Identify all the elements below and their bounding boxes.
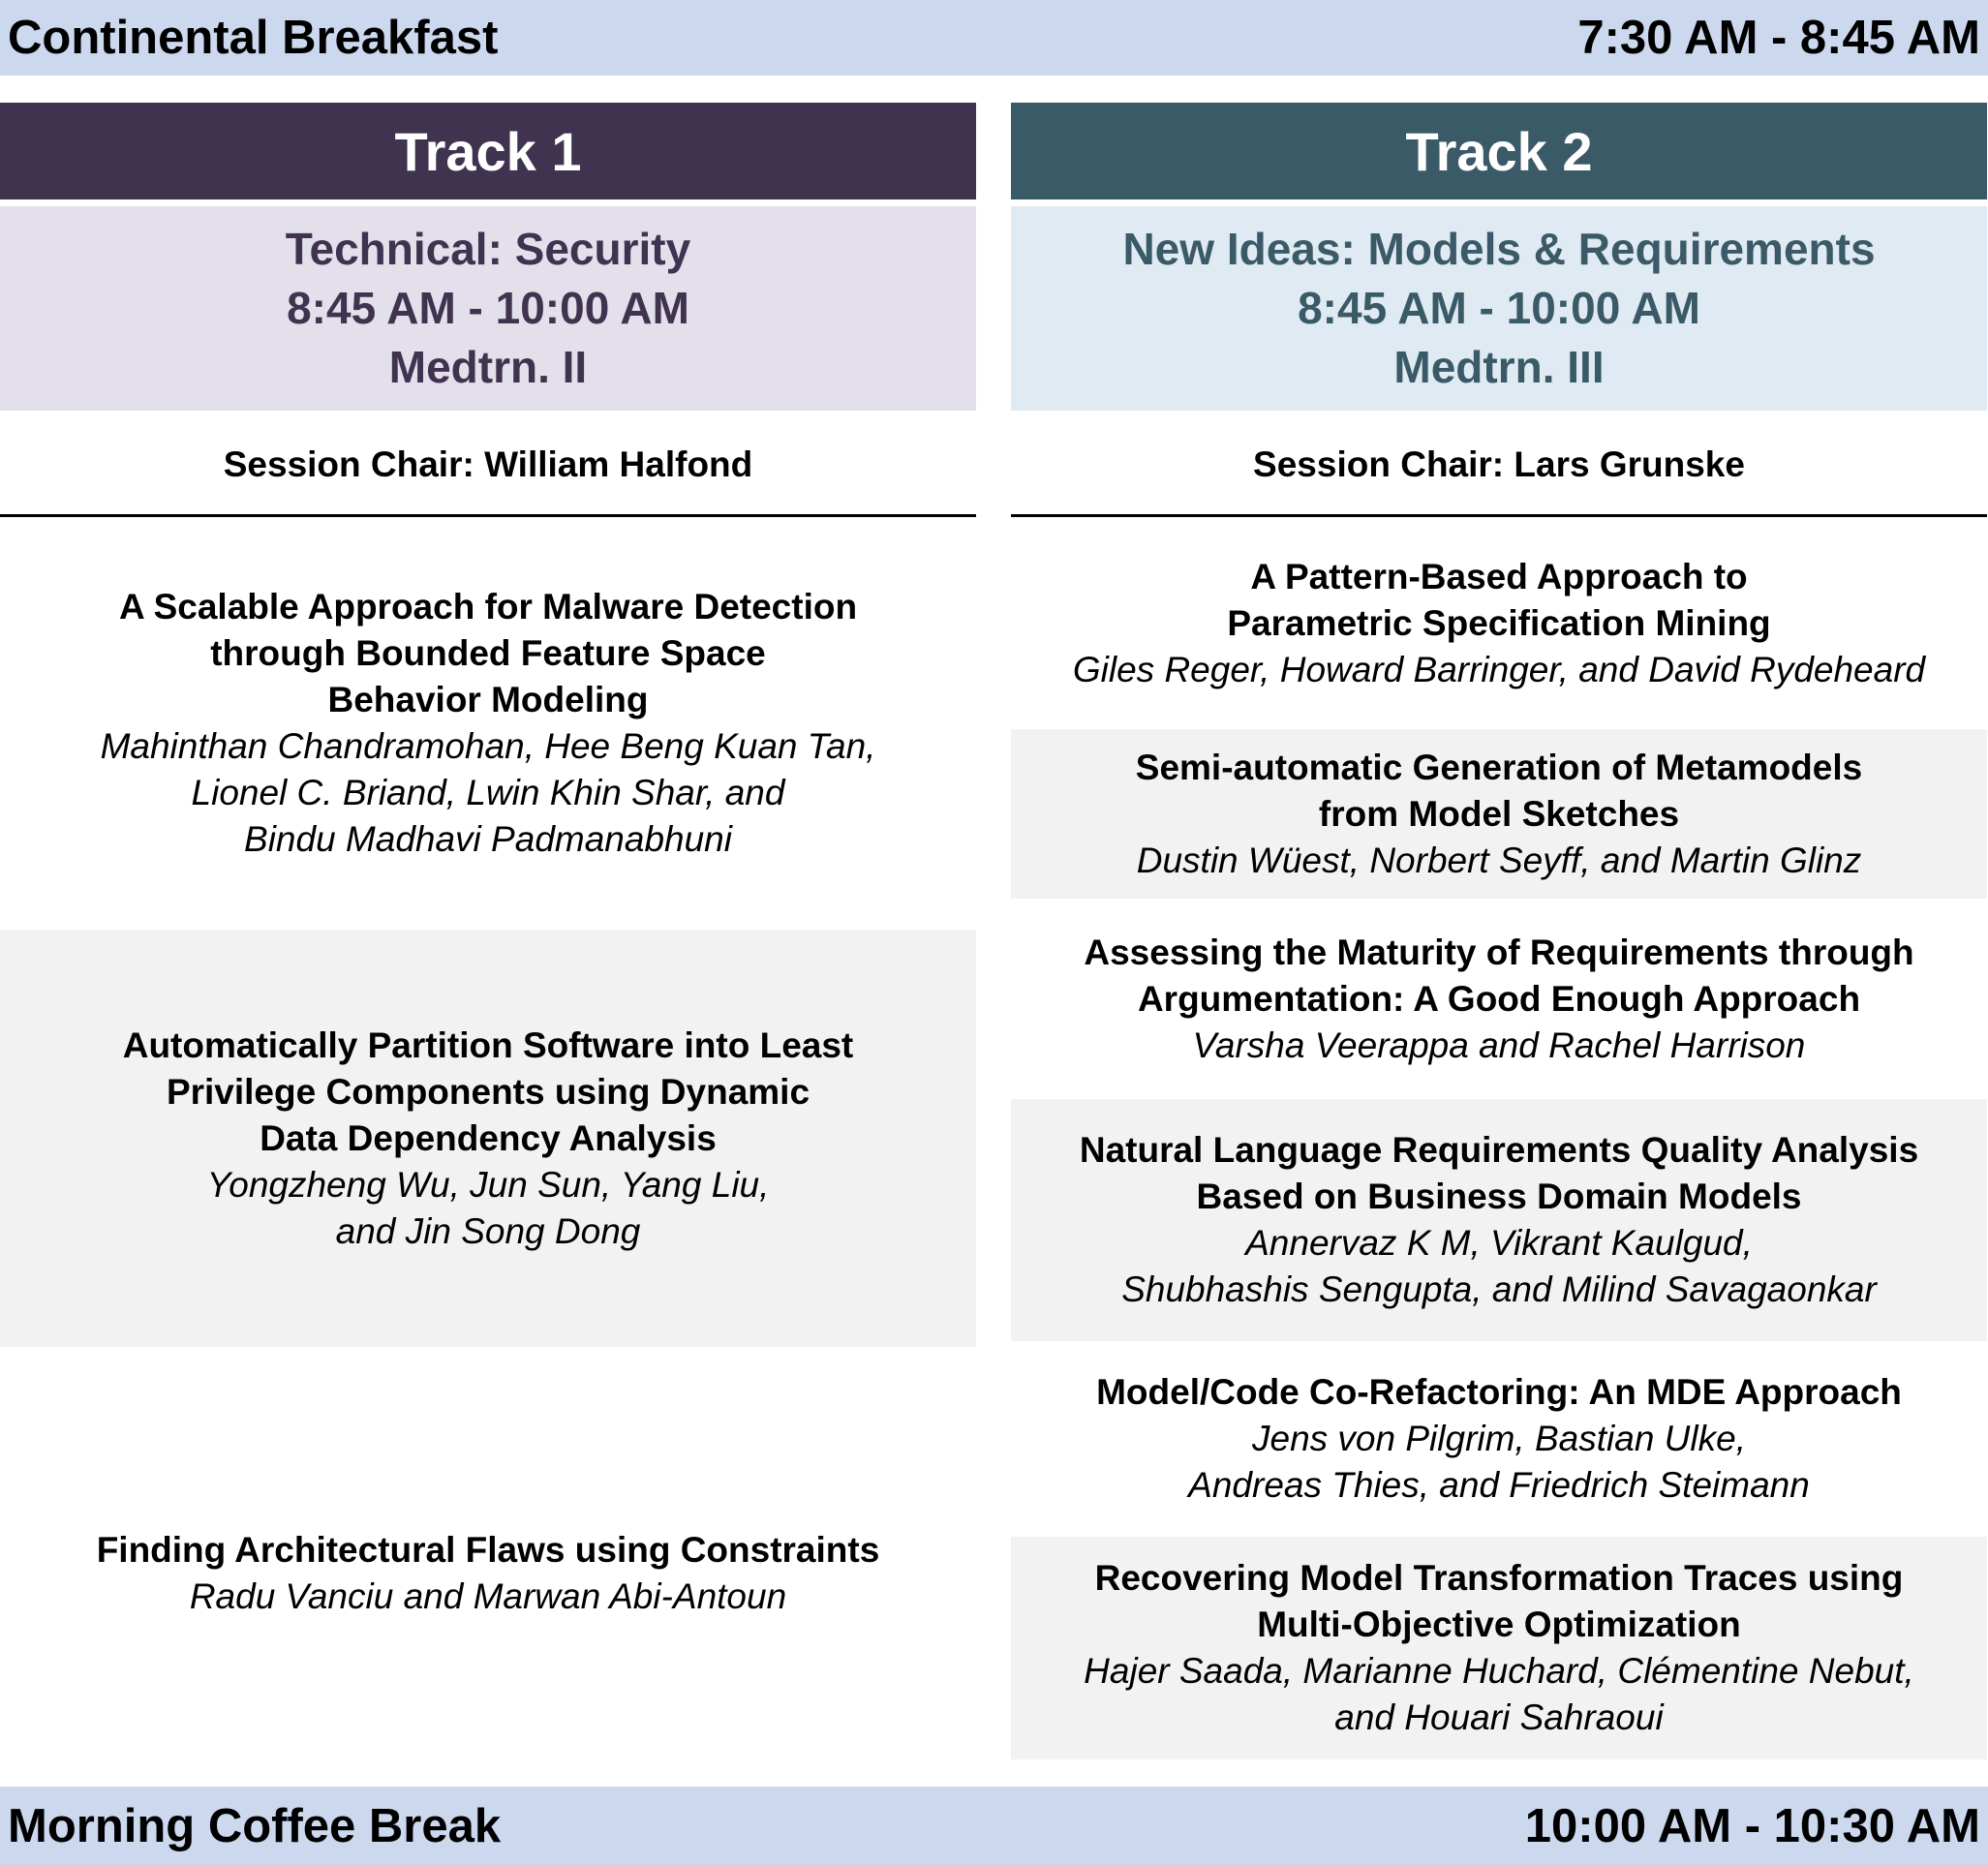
paper-authors: Radu Vanciu and Marwan Abi-Antoun [189, 1576, 787, 1616]
paper-title: A Pattern-Based Approach to Parametric Specification Mining [1227, 556, 1771, 643]
track-1-column [0, 103, 976, 1800]
session-name: New Ideas: Models & Requirements [1122, 224, 1876, 274]
paper-list [1011, 517, 1987, 1759]
coffee-break-time: 10:00 AM - 10:30 AM [1524, 1799, 1980, 1852]
breakfast-band [0, 0, 1988, 76]
paper-entry [1011, 729, 1987, 899]
session-chair: Session Chair: William Halfond [0, 411, 976, 517]
paper-entry [1011, 899, 1987, 1099]
paper-entry [0, 1347, 976, 1800]
breakfast-label: Continental Breakfast [8, 12, 499, 64]
paper-entry [1011, 1537, 1987, 1759]
paper-authors: Jens von Pilgrim, Bastian Ulke, Andreas Thies, and Friedrich Steimann [1188, 1419, 1810, 1505]
paper-entry [0, 517, 976, 930]
session-room: Medtrn. II [388, 342, 588, 392]
paper-title: A Scalable Approach for Malware Detection through Bounded Feature Space Behavior Modeling [118, 587, 858, 719]
paper-authors: Annervaz K M, Vikrant Kaulgud, Shubhashis Sengupta, and Milind Savagaonkar [1121, 1223, 1877, 1309]
paper-authors: Giles Reger, Howard Barringer, and David Rydeheard [1072, 649, 1926, 689]
track-1-session-info [0, 206, 976, 411]
paper-title: Assessing the Maturity of Requirements through Argumentation: A Good Enough Approach [1084, 932, 1914, 1019]
paper-entry [0, 930, 976, 1347]
track-2-session-info [1011, 206, 1987, 411]
paper-entry [1011, 1341, 1987, 1537]
paper-entry [1011, 1099, 1987, 1341]
paper-title: Finding Architectural Flaws using Constraints [96, 1530, 880, 1570]
session-time: 8:45 AM - 10:00 AM [287, 283, 689, 333]
paper-authors: Varsha Veerappa and Rachel Harrison [1192, 1024, 1806, 1065]
paper-authors: Yongzheng Wu, Jun Sun, Yang Liu, and Jin Song Dong [206, 1164, 770, 1251]
paper-authors: Hajer Saada, Marianne Huchard, Clémentine Nebut, and Houari Sahraoui [1084, 1651, 1914, 1737]
paper-title: Automatically Partition Software into Least Privilege Components using Dynamic Data Dependency Analysis [122, 1024, 854, 1158]
session-name: Technical: Security [285, 224, 691, 274]
paper-entry [1011, 517, 1987, 729]
track-1-header: Track 1 [0, 103, 976, 199]
coffee-break-band [0, 1787, 1988, 1865]
session-time: 8:45 AM - 10:00 AM [1298, 283, 1700, 333]
paper-authors: Mahinthan Chandramohan, Hee Beng Kuan Tan, Lionel C. Briand, Lwin Khin Shar, and Bindu Madhavi Padmanabhuni [100, 726, 876, 859]
coffee-break-label: Morning Coffee Break [8, 1799, 502, 1852]
paper-authors: Dustin Wüest, Norbert Seyff, and Martin Glinz [1136, 840, 1862, 880]
paper-title: Natural Language Requirements Quality Analysis Based on Business Domain Models [1079, 1130, 1919, 1216]
paper-title: Model/Code Co-Refactoring: An MDE Approach [1096, 1372, 1902, 1412]
paper-list [0, 517, 976, 1800]
paper-title: Recovering Model Transformation Traces using Multi-Objective Optimization [1094, 1558, 1904, 1644]
track-2-column [1011, 103, 1987, 1759]
session-room: Medtrn. III [1393, 342, 1605, 392]
session-chair: Session Chair: Lars Grunske [1011, 411, 1987, 517]
paper-title: Semi-automatic Generation of Metamodels from Model Sketches [1135, 747, 1863, 834]
breakfast-time: 7:30 AM - 8:45 AM [1577, 12, 1980, 64]
track-2-header: Track 2 [1011, 103, 1987, 199]
